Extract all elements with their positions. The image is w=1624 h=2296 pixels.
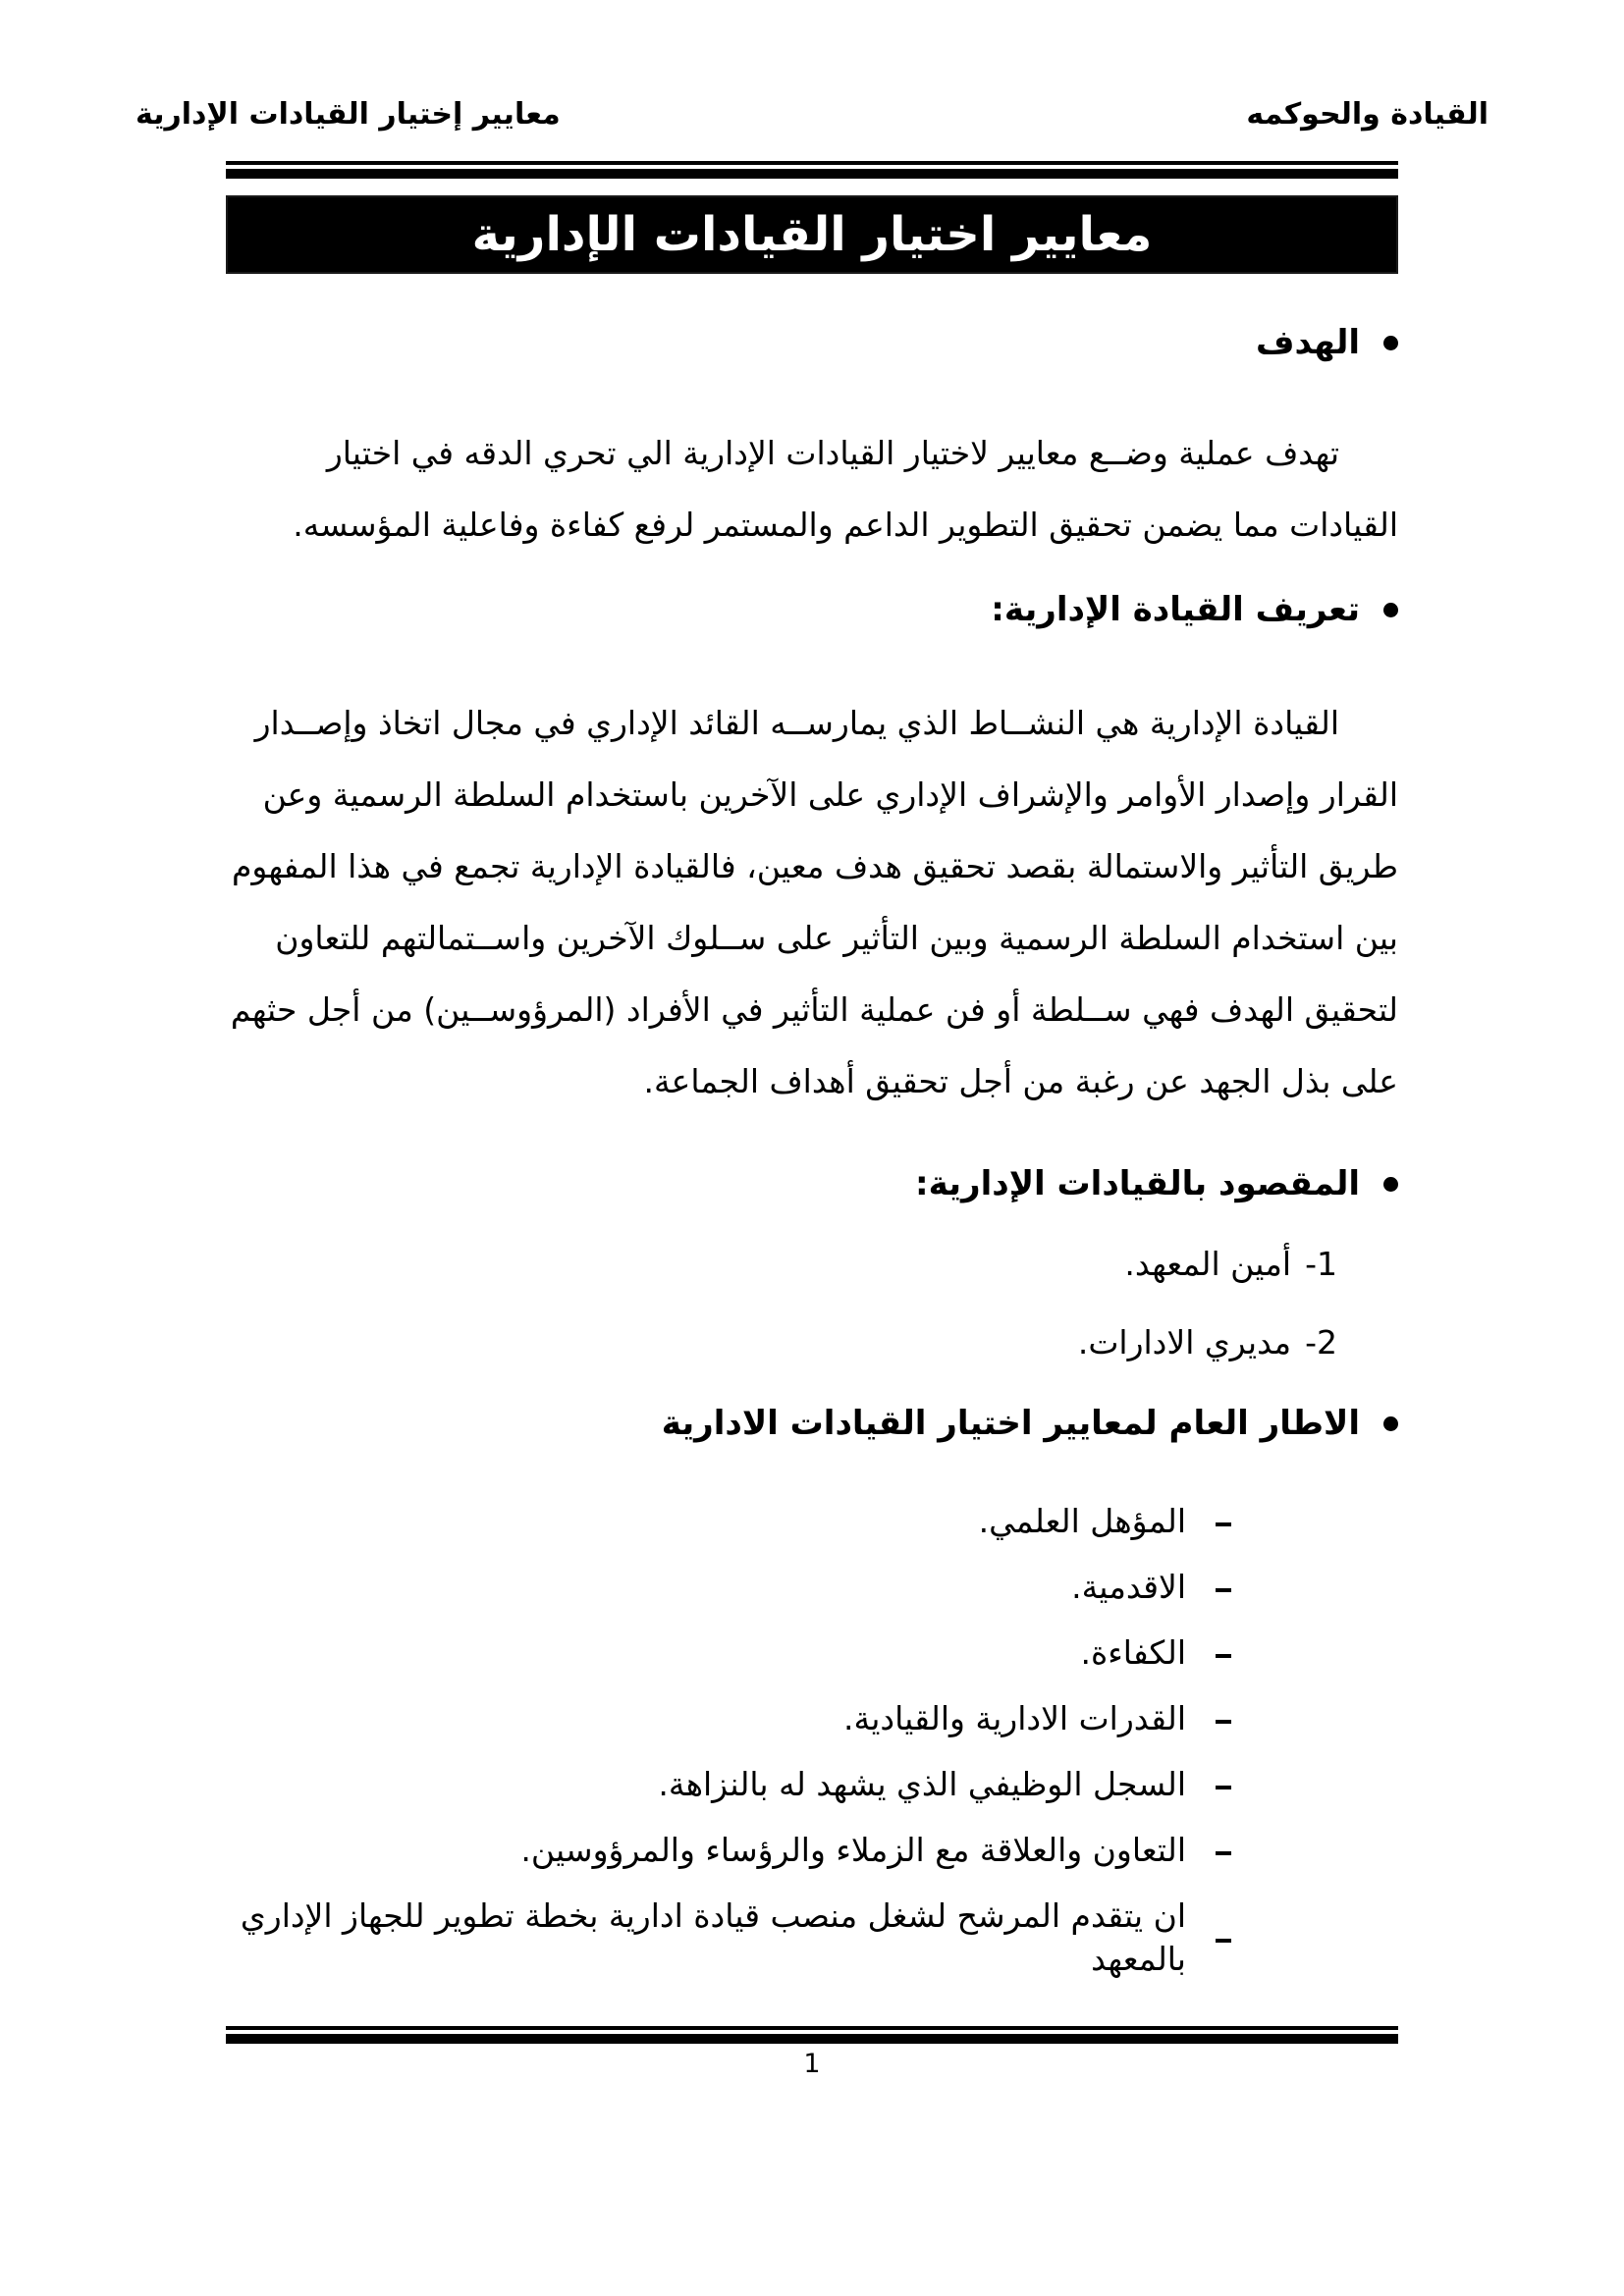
numbered-item [226,1321,1398,1364]
dash-item-text: التعاون والعلاقة مع الزملاء والرؤساء والمرؤوسين. [520,1831,1186,1869]
header-title-left: معايير إختيار القيادات الإدارية [135,97,561,132]
item-number: 1- [1305,1245,1337,1283]
header-rule [226,161,1398,179]
document-title: معايير اختيار القيادات الإدارية [471,207,1153,262]
page-number: 1 [803,2049,821,2079]
dash-item-text: الاقدمية. [1071,1568,1186,1606]
paragraph-goal: تهدف عملية وضــع معايير لاختيار القيادات الإدارية الي تحري الدقه في اختيار القيادات مما يضمن تحقيق التطوير الداعم والمستمر لرفع كفاءة وفاعلية المؤسسه. [293,434,1398,544]
heading-goal [226,321,1398,364]
heading-goal-text: الهدف [1255,323,1360,362]
numbered-item [226,1243,1398,1286]
header-title-right: القيادة والحوكمه [1246,97,1489,132]
heading-framework [226,1402,1398,1445]
page-header [0,0,1624,135]
dash-list-item [226,1763,1398,1806]
page-footer [226,2026,1398,2079]
numbered-item-text: أمين المعهد. [1124,1245,1292,1283]
item-number: 2- [1305,1323,1337,1362]
heading-definition [226,588,1398,631]
bullet-icon [1383,1177,1398,1192]
title-banner [226,195,1398,274]
dash-list-item [226,1500,1398,1543]
numbered-item-text: مديري الادارات. [1077,1323,1292,1362]
bullet-icon [1383,336,1398,350]
dash-icon [1216,1786,1231,1789]
footer-rule [226,2026,1398,2044]
dash-list-item [226,1829,1398,1872]
dash-icon [1216,1588,1231,1592]
dash-item-text: ان يتقدم المرشح لشغل منصب قيادة ادارية بخطة تطوير للجهاز الإداري بالمعهد [240,1896,1186,1978]
dash-item-text: المؤهل العلمي. [978,1502,1186,1540]
dash-item-text: القدرات الادارية والقيادية. [843,1699,1186,1737]
dash-icon [1216,1939,1231,1943]
dash-list-item [226,1566,1398,1609]
heading-definition-text: تعريف القيادة الإدارية: [991,590,1360,629]
bullet-icon [1383,1416,1398,1431]
footer-rule-thick-line [226,2034,1398,2044]
heading-meant-by [226,1162,1398,1205]
dash-item-text: الكفاءة. [1080,1633,1186,1672]
dash-list-item [226,1697,1398,1740]
dash-item-text: السجل الوظيفي الذي يشهد له بالنزاهة. [658,1765,1186,1803]
dash-icon [1216,1654,1231,1658]
page-content [0,161,1624,1981]
dash-list-item [226,1895,1398,1981]
heading-framework-text: الاطار العام لمعايير اختيار القيادات الادارية [661,1404,1360,1443]
dash-icon [1216,1720,1231,1724]
header-rule-thick-line [226,169,1398,179]
heading-meant-by-text: المقصود بالقيادات الإدارية: [915,1164,1360,1203]
dash-icon [1216,1522,1231,1526]
bullet-icon [1383,603,1398,617]
dash-icon [1216,1851,1231,1855]
dash-list-item [226,1631,1398,1675]
paragraph-definition: القيادة الإدارية هي النشــاط الذي يمارســه القائد الإداري في مجال اتخاذ وإصــدار القرار وإصدار الأوامر والإشراف الإداري على الآخرين باستخدام السلطة الرسمية وعن طريق التأثير والاستمالة بقصد تحقيق هدف معين، فالقيادة الإدارية تجمع في هذا المفهوم بين استخدام السلطة الرسمية وبين التأثير على ســلوك الآخرين واســتمالتهم للتعاون لتحقيق الهدف فهي ســلطة أو فن عملية التأثير في الأفراد (المرؤوســين) من أجل حثهم على بذل الجهد عن رغبة من أجل تحقيق أهداف الجماعة. [230,704,1398,1100]
